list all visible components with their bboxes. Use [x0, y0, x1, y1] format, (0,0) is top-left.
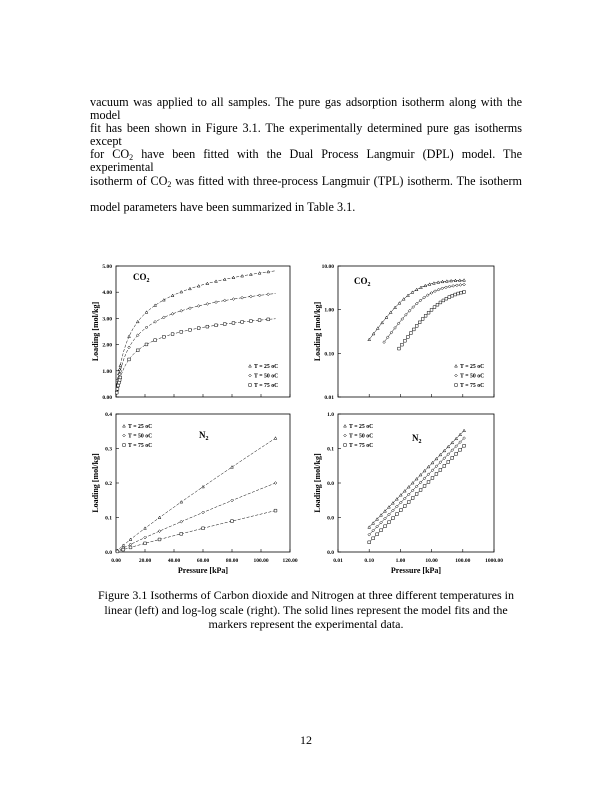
data-marker	[129, 543, 132, 546]
data-marker	[258, 272, 261, 275]
legend-entry: T = 75 oC	[460, 383, 485, 389]
legend-marker	[455, 384, 458, 387]
data-marker	[197, 305, 200, 308]
y-tick-label: 0.2	[105, 481, 112, 487]
data-marker	[388, 521, 391, 524]
data-marker	[424, 314, 427, 317]
data-marker	[368, 541, 371, 544]
data-marker	[241, 296, 244, 299]
y-axis-label: Loading [mol/kg]	[91, 453, 100, 513]
data-marker	[258, 319, 261, 322]
legend-entry: T = 25 oC	[460, 364, 485, 370]
x-tick-label: 0.00	[111, 558, 121, 564]
data-marker	[372, 537, 375, 540]
data-marker	[419, 489, 422, 492]
data-marker	[215, 280, 218, 283]
legend-entry: T = 50 oC	[460, 373, 485, 380]
data-marker	[463, 283, 466, 286]
data-marker	[459, 284, 462, 287]
data-marker	[463, 444, 466, 447]
data-marker	[180, 532, 183, 535]
data-marker	[411, 291, 414, 294]
data-marker	[415, 493, 418, 496]
data-marker	[145, 343, 148, 346]
legend-marker	[123, 434, 126, 437]
data-marker	[180, 309, 183, 312]
data-marker	[223, 323, 226, 326]
data-marker	[445, 297, 448, 300]
y-tick-label: 1.00	[324, 307, 334, 314]
model-fit-line	[116, 294, 279, 397]
legend-marker	[344, 425, 347, 428]
legend-entry: T = 75 oC	[349, 443, 374, 449]
y-tick-label: 0.0	[327, 550, 334, 556]
legend-entry: T = 25 oC	[254, 364, 279, 370]
legend-marker	[455, 374, 458, 377]
data-marker	[458, 279, 461, 282]
data-marker	[231, 499, 234, 502]
data-marker	[129, 546, 132, 549]
data-marker	[445, 286, 448, 289]
data-marker	[442, 299, 445, 302]
data-marker	[171, 312, 174, 315]
model-fit-line	[116, 483, 276, 552]
data-marker	[223, 299, 226, 302]
y-tick-label: 0.1	[327, 446, 334, 453]
data-marker	[189, 328, 192, 331]
data-marker	[249, 273, 252, 276]
data-marker	[117, 384, 120, 387]
data-marker	[421, 318, 424, 321]
data-marker	[395, 513, 398, 516]
figure-caption	[80, 588, 532, 632]
paragraph-line-5: model parameters have been summarized in Table 3.1.	[90, 199, 356, 214]
data-marker	[431, 477, 434, 480]
model-fit-line	[116, 271, 279, 396]
legend-marker	[249, 365, 252, 368]
data-marker	[128, 358, 131, 361]
y-tick-label: 0.3	[105, 446, 112, 453]
data-marker	[403, 505, 406, 508]
data-marker	[407, 501, 410, 504]
data-marker	[206, 325, 209, 328]
data-marker	[436, 303, 439, 306]
data-marker	[162, 316, 165, 319]
y-tick-label: 10.00	[321, 264, 334, 270]
caption-line-1: Figure 3.1 Isotherms of Carbon dioxide and Nitrogen at three different temperatures in	[98, 588, 514, 602]
data-marker	[463, 429, 466, 432]
data-marker	[433, 306, 436, 309]
data-marker	[411, 497, 414, 500]
y-axis-label: Loading [mol/kg]	[313, 453, 322, 513]
y-tick-label: 2.00	[102, 342, 112, 349]
data-marker	[420, 286, 423, 289]
data-marker	[415, 324, 418, 327]
data-marker	[380, 529, 383, 532]
data-marker	[171, 294, 174, 297]
gas-label: $N_2$	[199, 430, 209, 442]
data-marker	[384, 525, 387, 528]
data-marker	[450, 279, 453, 282]
data-marker	[448, 296, 451, 299]
data-marker	[376, 533, 379, 536]
x-tick-label: 10.00	[425, 558, 438, 564]
legend-marker	[344, 444, 347, 447]
y-tick-label: 5.00	[102, 264, 112, 270]
data-marker	[232, 322, 235, 325]
data-marker	[249, 320, 252, 323]
subscript-2: 2	[167, 179, 172, 189]
legend-marker	[249, 374, 252, 377]
data-marker	[180, 330, 183, 333]
data-marker	[401, 343, 404, 346]
subscript-2: 2	[129, 153, 134, 163]
data-marker	[197, 327, 200, 330]
y-tick-label: 0.00	[102, 395, 112, 401]
data-marker	[231, 520, 234, 523]
data-marker	[206, 282, 209, 285]
legend-entry: T = 75 oC	[128, 443, 153, 449]
data-marker	[427, 481, 430, 484]
data-marker	[115, 391, 118, 394]
y-tick-label: 0.1	[105, 515, 112, 522]
x-tick-label: 120.00	[282, 558, 298, 564]
data-marker	[430, 308, 433, 311]
legend-marker	[249, 384, 252, 387]
data-marker	[202, 485, 205, 488]
paragraph-line-1: vacuum was applied to all samples. The pure gas adsorption isotherm along with the model	[90, 96, 522, 122]
data-marker	[445, 280, 448, 283]
data-marker	[180, 290, 183, 293]
legend-entry: T = 50 oC	[128, 433, 153, 440]
data-marker	[119, 376, 122, 379]
data-marker	[409, 332, 412, 335]
y-tick-label: 1.00	[102, 368, 112, 375]
y-tick-label: 3.00	[102, 316, 112, 323]
y-tick-label: 0.01	[324, 395, 334, 401]
page-number: 12	[300, 733, 312, 747]
data-marker	[119, 364, 122, 367]
data-marker	[415, 288, 418, 291]
line4-pre: isotherm of CO	[90, 174, 168, 188]
data-marker	[460, 291, 463, 294]
data-marker	[215, 301, 218, 304]
data-marker	[427, 311, 430, 314]
data-marker	[463, 291, 466, 294]
y-tick-label: 0.0	[327, 515, 334, 522]
data-marker	[426, 294, 429, 297]
data-marker	[215, 324, 218, 327]
data-marker	[435, 473, 438, 476]
gas-label: $CO_2$	[354, 276, 371, 288]
y-axis-label: Loading [mol/kg]	[91, 301, 100, 362]
paragraph-line-2: fit has been shown in Figure 3.1. The experimentally determined pure gas isotherms except	[90, 122, 522, 149]
data-marker	[455, 284, 458, 287]
data-marker	[162, 335, 165, 338]
y-tick-label: 0.4	[105, 412, 112, 418]
data-marker	[267, 318, 270, 321]
legend-marker	[123, 444, 126, 447]
data-marker	[136, 320, 139, 323]
data-marker	[232, 298, 235, 301]
data-marker	[158, 530, 161, 533]
x-tick-label: 100.00	[455, 558, 471, 564]
data-marker	[154, 320, 157, 323]
x-tick-label: 0.10	[364, 558, 375, 564]
data-marker	[128, 335, 131, 338]
chart-co2-loglog	[313, 264, 494, 401]
data-marker	[116, 387, 119, 390]
data-marker	[223, 278, 226, 281]
data-marker	[432, 282, 435, 285]
data-marker	[274, 509, 277, 512]
y-tick-label: 4.00	[102, 290, 112, 297]
data-marker	[202, 511, 205, 514]
data-marker	[406, 336, 409, 339]
x-tick-label: 20.00	[138, 558, 152, 564]
line3-post: have been fitted with the Dual Process Langmuir (DPL) model. The experimental	[90, 148, 522, 175]
data-marker	[128, 346, 131, 349]
data-marker	[424, 284, 427, 287]
gas-label: $CO_2$	[133, 272, 150, 284]
x-tick-label: 100.00	[253, 558, 269, 564]
data-marker	[154, 304, 157, 307]
x-tick-label: 60.00	[196, 558, 210, 564]
legend-entry: T = 75 oC	[254, 383, 279, 389]
legend-entry: T = 50 oC	[254, 373, 279, 380]
data-marker	[206, 303, 209, 306]
data-marker	[457, 292, 460, 295]
model-fit-line	[116, 438, 276, 552]
data-marker	[197, 285, 200, 288]
data-marker	[171, 333, 174, 336]
data-marker	[452, 284, 455, 287]
data-marker	[434, 290, 437, 293]
data-marker	[423, 485, 426, 488]
data-marker	[447, 460, 450, 463]
y-tick-label: 0.0	[105, 550, 112, 556]
data-marker	[267, 270, 270, 273]
data-marker	[267, 293, 270, 296]
y-tick-label: 0.0	[327, 481, 334, 487]
data-marker	[162, 299, 165, 302]
x-tick-label: 80.00	[225, 558, 239, 564]
data-marker	[454, 293, 457, 296]
data-marker	[463, 279, 466, 282]
data-marker	[428, 283, 431, 286]
legend-marker	[123, 425, 126, 428]
data-marker	[448, 285, 451, 288]
caption-line-3: markers represent the experimental data.	[208, 617, 404, 631]
y-axis-label: Loading [mol/kg]	[313, 301, 322, 362]
data-marker	[241, 321, 244, 324]
model-fit-line	[116, 511, 276, 552]
data-marker	[459, 448, 462, 451]
legend-marker	[455, 365, 458, 368]
data-marker	[439, 469, 442, 472]
legend-entry: T = 25 oC	[349, 424, 374, 430]
data-marker	[202, 527, 205, 530]
data-marker	[399, 509, 402, 512]
y-tick-label: 1.0	[327, 412, 334, 418]
caption-line-2: linear (left) and log-log scale (right). The solid lines represent the model fits and the	[104, 602, 508, 617]
data-marker	[441, 280, 444, 283]
x-tick-label: 0.01	[333, 558, 343, 564]
data-marker	[241, 275, 244, 278]
data-marker	[144, 542, 147, 545]
data-marker	[116, 550, 119, 553]
chart-n2-loglog	[313, 412, 503, 575]
x-tick-label: 1.00	[395, 558, 406, 564]
data-marker	[451, 456, 454, 459]
x-tick-label: 40.00	[167, 558, 181, 564]
data-marker	[418, 321, 421, 324]
legend-entry: T = 25 oC	[128, 424, 153, 430]
data-marker	[231, 466, 234, 469]
data-marker	[455, 452, 458, 455]
data-marker	[258, 294, 261, 297]
data-marker	[439, 301, 442, 304]
data-marker	[274, 437, 277, 440]
data-marker	[398, 347, 401, 350]
data-marker	[118, 381, 121, 384]
model-fit-line	[399, 292, 464, 349]
data-marker	[437, 288, 440, 291]
x-axis-label: Pressure [kPa]	[177, 566, 229, 575]
data-marker	[122, 548, 125, 551]
data-marker	[443, 464, 446, 467]
data-marker	[454, 279, 457, 282]
data-marker	[136, 349, 139, 352]
x-tick-label: 1000.00	[485, 558, 503, 564]
data-marker	[249, 295, 252, 298]
data-marker	[441, 287, 444, 290]
line3-pre: for CO	[90, 148, 130, 162]
data-marker	[451, 294, 454, 297]
x-axis-label: Pressure [kPa]	[390, 566, 442, 575]
chart-co2-linear	[91, 264, 290, 401]
data-marker	[144, 536, 147, 539]
gas-label: $N_2$	[412, 433, 422, 445]
data-marker	[180, 520, 183, 523]
model-fit-line	[384, 285, 464, 343]
data-marker	[180, 501, 183, 504]
data-marker	[189, 287, 192, 290]
data-marker	[430, 292, 433, 295]
chart-n2-linear	[91, 412, 298, 575]
data-marker	[403, 339, 406, 342]
data-marker	[158, 538, 161, 541]
data-marker	[274, 482, 277, 485]
data-marker	[437, 281, 440, 284]
data-marker	[232, 276, 235, 279]
legend-entry: T = 50 oC	[349, 433, 374, 440]
data-marker	[189, 307, 192, 310]
data-marker	[154, 339, 157, 342]
data-marker	[392, 517, 395, 520]
legend-marker	[344, 434, 347, 437]
y-tick-label: 0.10	[324, 351, 334, 358]
line4-post: was fitted with three-process Langmuir (TPL) isotherm. The isotherm	[171, 174, 522, 188]
data-marker	[412, 328, 415, 331]
